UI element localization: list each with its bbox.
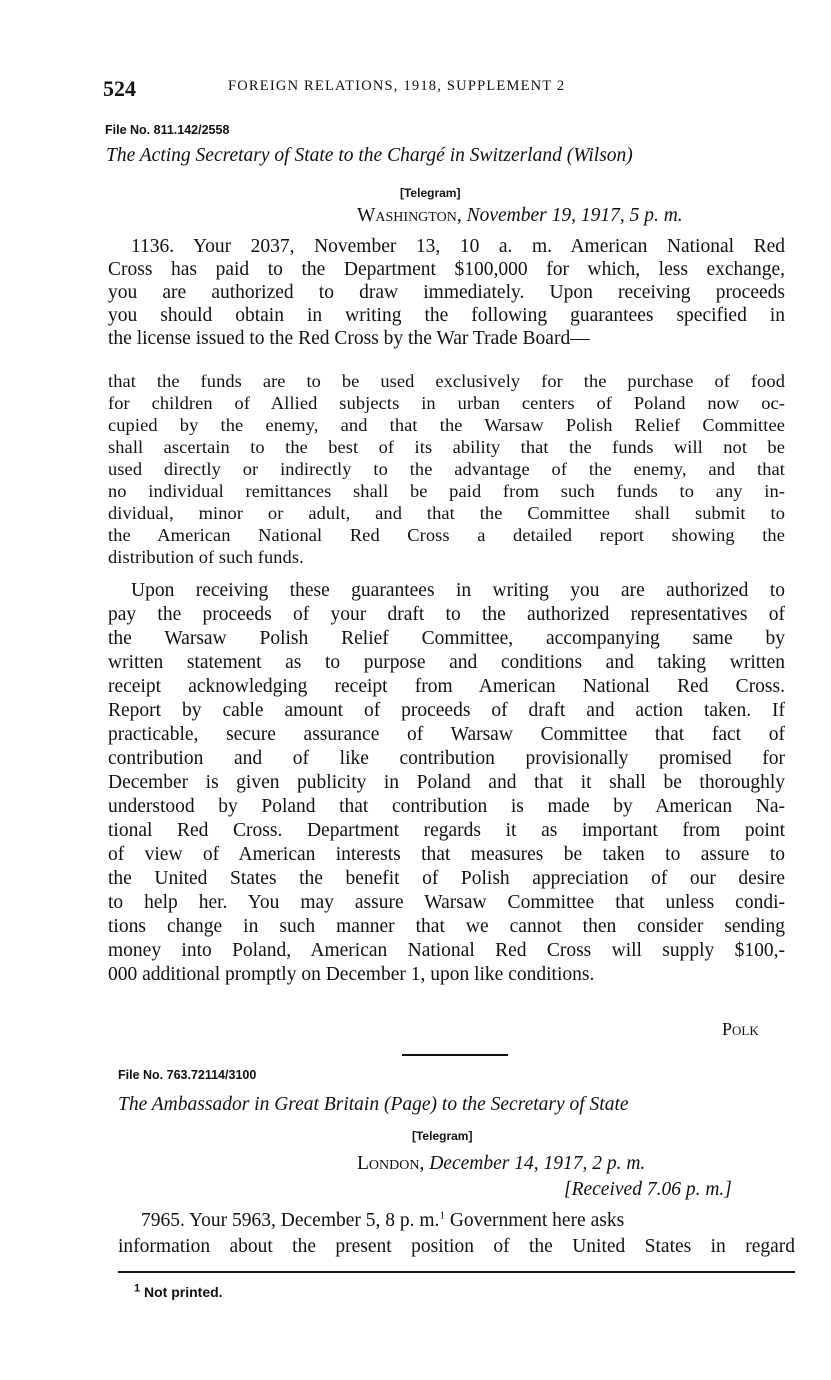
page-number: 524	[103, 76, 136, 101]
text-line: dividual, minor or adult, and that the Committee shall submit to	[108, 503, 785, 523]
text-line: used directly or indirectly to the advantage of the enemy, and that	[108, 459, 785, 479]
doc1-dateline-place: Washington,	[357, 205, 462, 226]
doc2-type: [Telegram]	[412, 1129, 473, 1143]
text-line: that the funds are to be used exclusively for the purchase of food	[108, 371, 785, 391]
text-line: 7965. Your 5963, December 5, 8 p. m.	[141, 1210, 440, 1231]
doc1-dateline	[357, 205, 683, 227]
doc1-dateline-date: November 19, 1917, 5 p. m.	[466, 205, 683, 226]
text-line: Upon receiving these guarantees in writing you are authorized to	[131, 580, 785, 601]
text-line: to help her. You may assure Warsaw Committee that unless condi-	[108, 892, 785, 913]
doc2-received-time: [Received 7.06 p. m.]	[564, 1179, 732, 1200]
text-line: understood by Poland that contribution is made by American Na-	[108, 796, 785, 817]
text-line: cupied by the enemy, and that the Warsaw Polish Relief Committee	[108, 415, 785, 435]
text-line: 000 additional promptly on December 1, upon like conditions.	[108, 964, 595, 985]
doc2-dateline-place: London,	[357, 1153, 425, 1174]
text-line: you should obtain in writing the following guarantees specified in	[108, 305, 785, 326]
doc2-paragraph-line-1	[141, 1210, 785, 1232]
text-line: you are authorized to draw immediately. Upon receiving proceeds	[108, 282, 785, 303]
doc1-title: The Acting Secretary of State to the Chargé in Switzerland (Wilson)	[106, 145, 633, 166]
text-line: for children of Allied subjects in urban centers of Poland now oc-	[108, 393, 785, 413]
text-line: the Warsaw Polish Relief Committee, accompanying same by	[108, 628, 785, 649]
text-line: written statement as to purpose and conditions and taking written	[108, 652, 785, 673]
doc1-signature: Polk	[722, 1019, 759, 1039]
footnote-text: Not printed.	[140, 1284, 223, 1300]
text-line: December is given publicity in Poland and that it shall be thoroughly	[108, 772, 785, 793]
text-line: contribution and of like contribution provisionally promised for	[108, 748, 785, 769]
text-line: Government here asks	[444, 1210, 625, 1231]
text-line: shall ascertain to the best of its ability that the funds will not be	[108, 437, 785, 457]
doc2-title: The Ambassador in Great Britain (Page) to the Secretary of State	[118, 1094, 629, 1115]
doc1-type: [Telegram]	[400, 186, 461, 200]
doc2-paragraph-line-2: information about the present position of the United States in regard	[118, 1236, 795, 1257]
footnote-reference: 1	[439, 1209, 445, 1222]
running-title: FOREIGN RELATIONS, 1918, SUPPLEMENT 2	[228, 78, 566, 94]
text-line: tions change in such manner that we cannot then consider sending	[108, 916, 785, 937]
text-line: the license issued to the Red Cross by the War Trade Board—	[108, 328, 590, 349]
footnote	[134, 1284, 223, 1300]
text-line: the United States the benefit of Polish appreciation of our desire	[108, 868, 785, 889]
text-line: practicable, secure assurance of Warsaw Committee that fact of	[108, 724, 785, 745]
text-line: 1136. Your 2037, November 13, 10 a. m. American National Red	[131, 236, 785, 257]
section-divider	[402, 1054, 508, 1056]
text-line: of view of American interests that measures be taken to assure to	[108, 844, 785, 865]
text-line: tional Red Cross. Department regards it as important from point	[108, 820, 785, 841]
doc2-dateline	[357, 1153, 645, 1175]
text-line: Report by cable amount of proceeds of draft and action taken. If	[108, 700, 785, 721]
footnote-rule	[118, 1271, 795, 1273]
doc1-file-number: File No. 811.142/2558	[105, 123, 230, 137]
text-line: pay the proceeds of your draft to the authorized representatives of	[108, 604, 785, 625]
text-line: no individual remittances shall be paid from such funds to any in-	[108, 481, 785, 501]
doc2-dateline-date: December 14, 1917, 2 p. m.	[429, 1153, 646, 1174]
doc2-file-number: File No. 763.72114/3100	[118, 1068, 257, 1082]
text-line: money into Poland, American National Red Cross will supply $100,-	[108, 940, 785, 961]
text-line: Cross has paid to the Department $100,000 for which, less exchange,	[108, 259, 785, 280]
text-line: receipt acknowledging receipt from American National Red Cross.	[108, 676, 785, 697]
text-line: the American National Red Cross a detailed report showing the	[108, 525, 785, 545]
text-line: distribution of such funds.	[108, 547, 304, 567]
footnote-marker: 1	[134, 1282, 141, 1295]
